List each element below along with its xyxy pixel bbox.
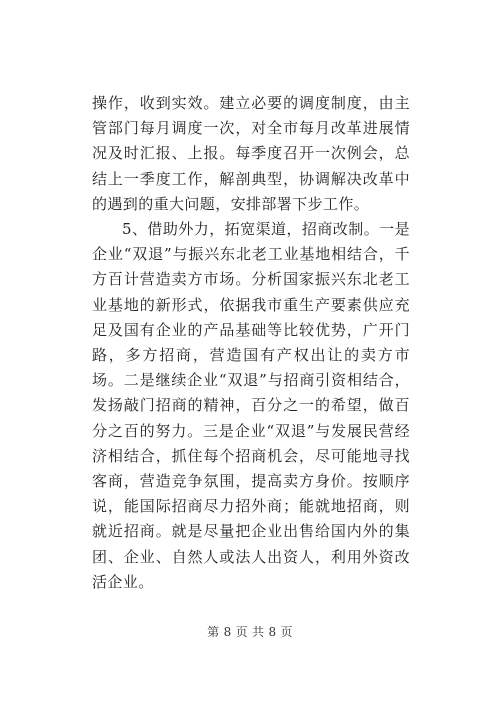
paragraph-item-5: 5、借助外力，拓宽渠道，招商改制。一是企业“双退”与振兴东北老工业基地相结合，千方百计营造卖方市场。分析国家振兴东北老工业基地的新形式，依据我市重生产要素供应充足及国有企业的产品基础等比较优势，广开门路，多方招商，营造国有产权出让的卖方市场。二是继续企业“双退”与招商引资相结合，发扬敲门招商的精神，百分之一的希望，做百分之百的努力。三是企业“双退”与发展民营经济相结合，抓住每个招商机会，尽可能地寻找客商，营造竞争氛围，提高卖方身价。按顺序说，能国际招商尽力招外商；能就地招商，则就近招商。就是尽量把企业出售给国内外的集团、企业、自然人或法人出资人，利用外资改活企业。: [92, 220, 410, 591]
paragraph-continuation: 操作，收到实效。建立必要的调度制度，由主管部门每月调度一次，对全市每月改革进展情况及时汇报、上报。每季度召开一次例会，总结上一季度工作，解剖典型，协调解决改革中的遇到的重大问题，安排部署下步工作。: [92, 94, 410, 213]
page-footer: 第 8 页 共 8 页: [207, 625, 293, 639]
document-body: [92, 91, 410, 595]
